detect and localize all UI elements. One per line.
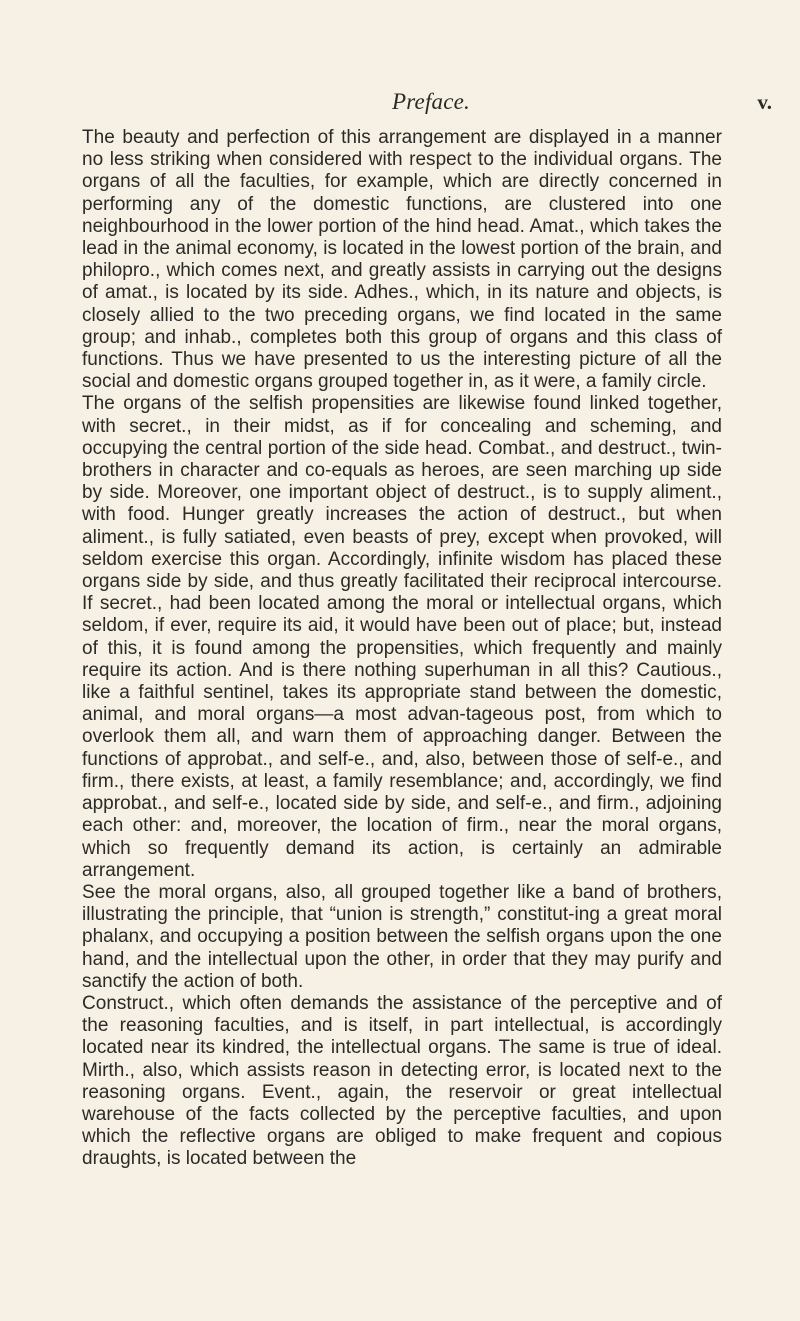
paragraph-2: The organs of the selfish propensities are likewise found linked together, with secret., in their midst, as if for concealing and scheming, and occupying the central portion of the side head. Combat., and destruct., twin-brothers in character and co-equals as heroes, are seen marching up side by side. Moreover, one important object of destruct., is to supply aliment., with food. Hunger greatly increases the action of destruct., but when aliment., is fully satiated, even beasts of prey, except when provoked, will seldom exercise this organ. Accordingly, infinite wisdom has placed these organs side by side, and thus greatly facilitated their reciprocal intercourse. If secret., had been located among the moral or intellectual organs, which seldom, if ever, require its aid, it would have been out of place; but, instead of this, it is found among the propensities, which frequently and mainly require its action. And is there nothing superhuman in all this? Cautious., like a faithful sentinel, takes its appropriate stand between the domestic, animal, and moral organs—a most advan-tageous post, from which to overlook them all, and warn them of approaching danger. Between the functions of approbat., and self-e., and, also, between those of self-e., and firm., there exists, at least, a family resemblance; and, accordingly, we find approbat., and self-e., located side by side, and self-e., and firm., adjoining each other: and, moreover, the location of firm., near the moral organs, which so frequently demand its action, is certainly an admirable arrangement. bbox=[82, 393, 722, 881]
page-number: v. bbox=[757, 90, 772, 114]
running-title: Preface. bbox=[391, 89, 470, 114]
paragraph-1: The beauty and perfection of this arrangement are displayed in a manner no less striking when considered with respect to the individual organs. The organs of all the faculties, for example, which are directly concerned in performing any of the domestic functions, are clustered into one neighbourhood in the lower portion of the hind head. Amat., which takes the lead in the animal economy, is located in the lowest portion of the brain, and philopro., which comes next, and greatly assists in carrying out the designs of amat., is located by its side. Adhes., which, in its nature and objects, is closely allied to the two preceding organs, we find located in the same group; and inhab., completes both this group of organs and this class of functions. Thus we have presented to us the interesting picture of all the social and domestic organs grouped together in, as it were, a family circle. bbox=[82, 127, 722, 393]
page-header bbox=[90, 88, 772, 116]
paragraph-3: See the moral organs, also, all grouped together like a band of brothers, illustrating the principle, that “union is strength,” constitut-ing a great moral phalanx, and occupying a position between the selfish organs upon the one hand, and the intellectual upon the other, in order that they may purify and sanctify the action of both. bbox=[82, 881, 722, 992]
paragraph-4: Construct., which often demands the assistance of the perceptive and of the reasoning faculties, and is itself, in part intellectual, is accordingly located near its kindred, the intellectual organs. The same is true of ideal. Mirth., also, which assists reason in detecting error, is located next to the reasoning organs. Event., again, the reservoir or great intellectual warehouse of the facts collected by the perceptive faculties, and upon which the reflective organs are obliged to make frequent and copious draughts, is located between the bbox=[82, 992, 722, 1170]
body-text bbox=[82, 127, 722, 1171]
